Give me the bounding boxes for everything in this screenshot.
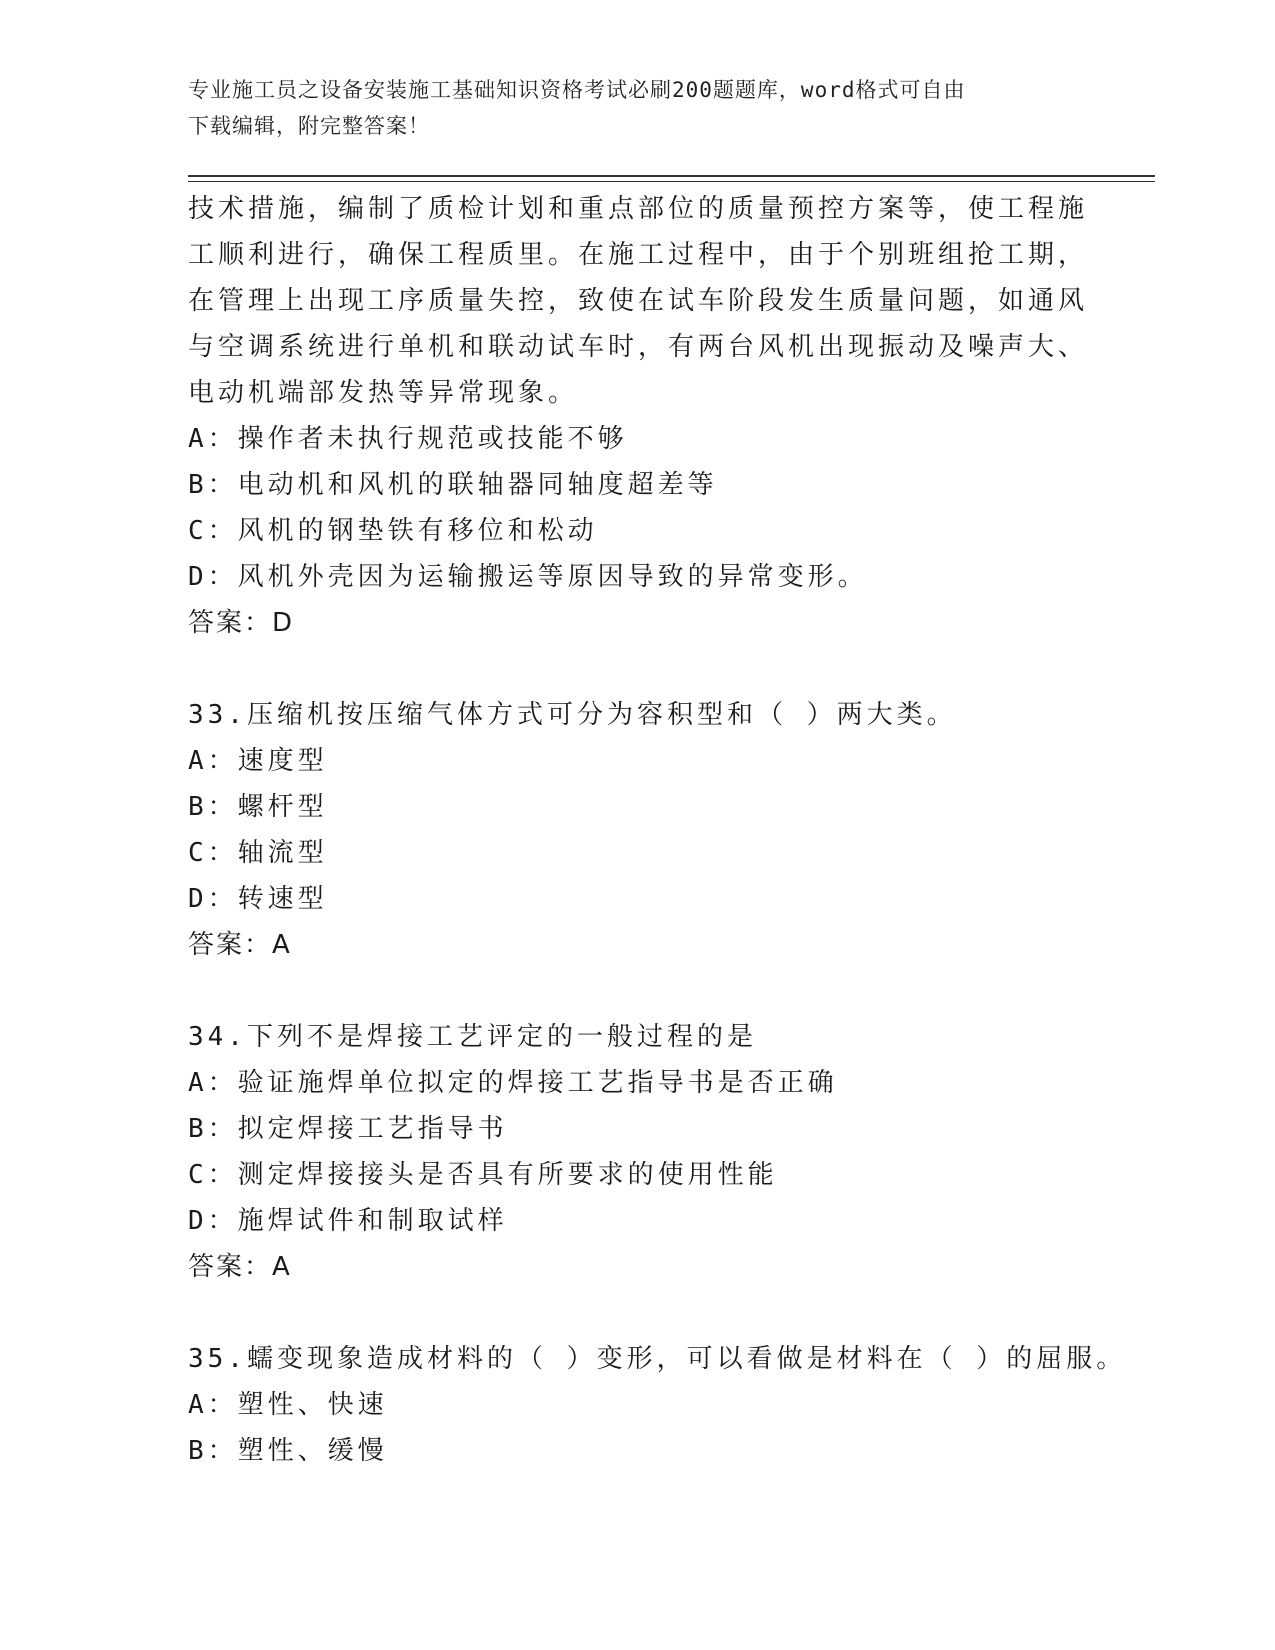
- question-stem-line: 与空调系统进行单机和联动试车时，有两台风机出现振动及噪声大、: [188, 332, 1089, 362]
- option-b: B：拟定焊接工艺指导书: [188, 1114, 508, 1144]
- option-a: A：验证施焊单位拟定的焊接工艺指导书是否正确: [188, 1068, 838, 1098]
- question-stem-line: 在管理上出现工序质量失控，致使在试车阶段发生质量问题，如通风: [188, 286, 1089, 316]
- header-divider-thick: [188, 175, 1155, 177]
- question-stem-line: 工顺利进行，确保工程质里。在施工过程中，由于个别班组抢工期，: [188, 240, 1089, 270]
- header-line-1: 专业施工员之设备安装施工基础知识资格考试必刷200题题库，word格式可自由: [188, 78, 966, 102]
- option-a: A：塑性、快速: [188, 1390, 388, 1420]
- question-stem: 34.下列不是焊接工艺评定的一般过程的是: [188, 1022, 757, 1052]
- option-b: B：螺杆型: [188, 792, 328, 822]
- option-d: D：风机外壳因为运输搬运等原因导致的异常变形。: [188, 562, 868, 592]
- answer-text: 答案：A: [188, 930, 292, 960]
- question-32: [188, 186, 1128, 646]
- question-stem-line: 技术措施，编制了质检计划和重点部位的质量预控方案等，使工程施: [188, 194, 1089, 224]
- spacer: [188, 1290, 1128, 1336]
- option-a: A：操作者未执行规范或技能不够: [188, 424, 628, 454]
- option-b: B：塑性、缓慢: [188, 1436, 388, 1466]
- question-35: [188, 1336, 1128, 1474]
- option-c: C：轴流型: [188, 838, 328, 868]
- option-c: C：风机的钢垫铁有移位和松动: [188, 516, 598, 546]
- option-b: B：电动机和风机的联轴器同轴度超差等: [188, 470, 718, 500]
- spacer: [188, 968, 1128, 1014]
- answer-text: 答案：A: [188, 1252, 292, 1282]
- option-d: D：施焊试件和制取试样: [188, 1206, 508, 1236]
- answer-text: 答案：D: [188, 608, 295, 638]
- document-header: [188, 72, 1068, 144]
- option-c: C：测定焊接接头是否具有所要求的使用性能: [188, 1160, 778, 1190]
- document-body: [188, 186, 1128, 1474]
- question-33: [188, 692, 1128, 968]
- header-line-2: 下载编辑，附完整答案！: [188, 114, 430, 138]
- question-34: [188, 1014, 1128, 1290]
- question-stem: 33.压缩机按压缩气体方式可分为容积型和（ ）两大类。: [188, 700, 957, 730]
- option-d: D：转速型: [188, 884, 328, 914]
- question-stem-line: 电动机端部发热等异常现象。: [188, 378, 579, 408]
- header-divider-thin: [188, 181, 1155, 182]
- option-a: A：速度型: [188, 746, 328, 776]
- spacer: [188, 646, 1128, 692]
- question-stem: 35.蠕变现象造成材料的（ ）变形，可以看做是材料在（ ）的屈服。: [188, 1344, 1127, 1374]
